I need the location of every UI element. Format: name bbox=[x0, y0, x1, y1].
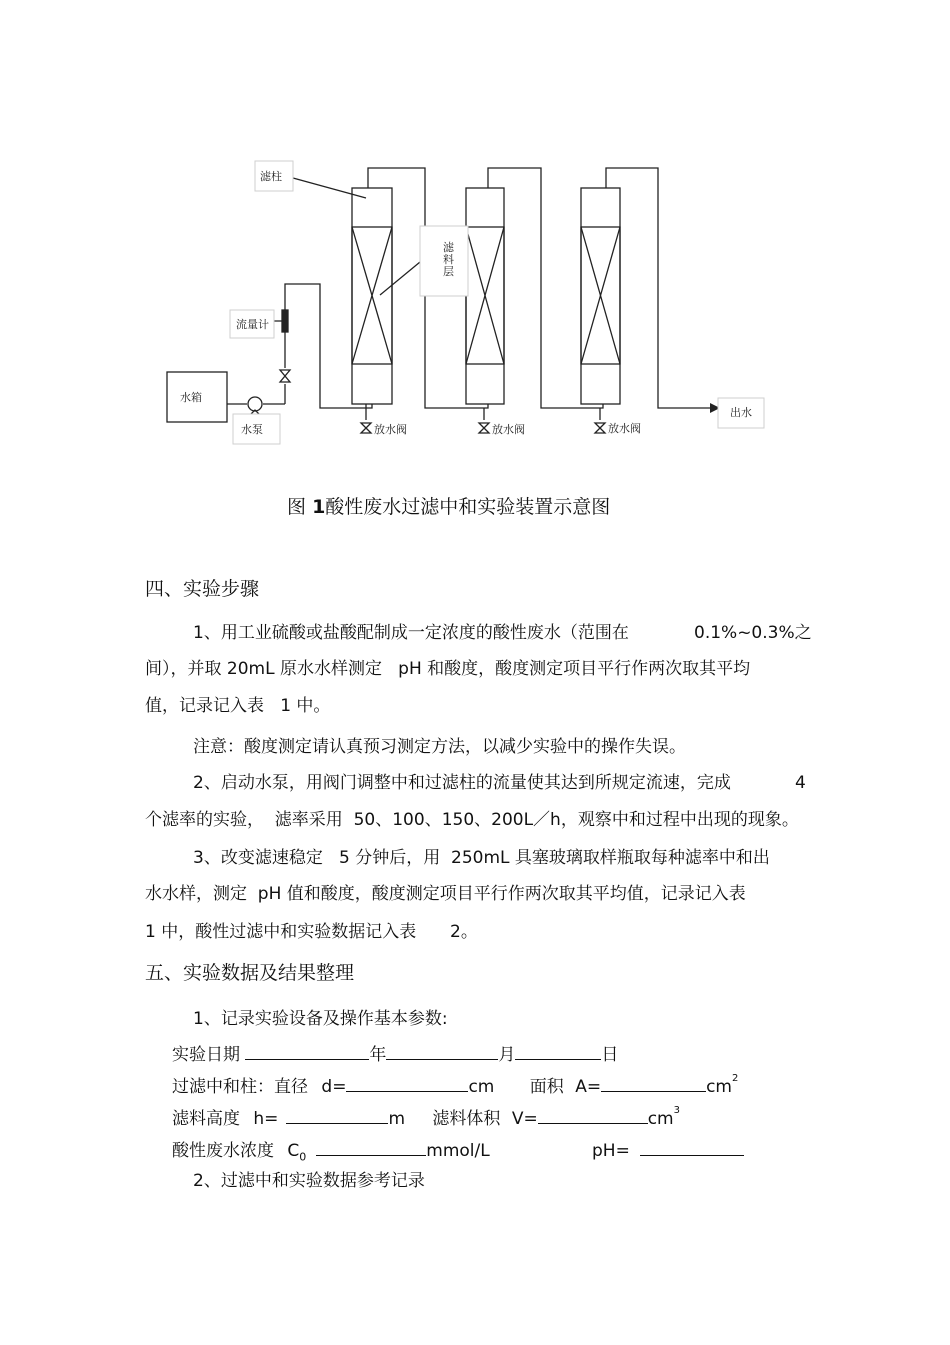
column-d-blank[interactable] bbox=[346, 1075, 468, 1092]
column-d: d= bbox=[321, 1077, 347, 1097]
media-height-label: 滤料高度 bbox=[172, 1109, 240, 1129]
column-label: 过滤中和柱：直径 bbox=[172, 1077, 308, 1097]
media-row bbox=[172, 1107, 680, 1129]
step3-line2: 水水样，测定 pH 值和酸度，酸度测定项目平行作两次取其平均值，记录记入表 bbox=[145, 884, 746, 904]
media-volume-label: 滤料体积 bbox=[432, 1109, 501, 1129]
media-v-exp: 3 bbox=[673, 1105, 680, 1116]
column-row bbox=[172, 1075, 738, 1097]
media-v-unit: cm bbox=[647, 1109, 674, 1129]
date-year: 年 bbox=[369, 1045, 387, 1065]
ph-blank[interactable] bbox=[640, 1139, 744, 1156]
date-label: 实验日期 bbox=[172, 1045, 240, 1065]
caption-prefix: 图 bbox=[287, 496, 307, 518]
step1-line1-tail: 0.1%~0.3%之 bbox=[694, 623, 812, 643]
step3-line1: 3、改变滤速稳定 5 分钟后，用 250mL 具塞玻璃取样瓶取每种滤率中和出 bbox=[193, 848, 770, 868]
item1: 1、记录实验设备及操作基本参数: bbox=[193, 1009, 448, 1029]
label-filter-layer-3: 层 bbox=[443, 265, 454, 278]
area-unit: cm bbox=[706, 1077, 732, 1097]
ph-field bbox=[592, 1139, 744, 1161]
step1-line3: 值，记录记入表 1 中。 bbox=[145, 696, 331, 716]
media-v: V= bbox=[511, 1109, 538, 1129]
step2-line2: 个滤率的实验， 滤率采用 50、100、150、200L／h，观察中和过程中出现的现象。 bbox=[145, 810, 799, 830]
note: 注意：酸度测定请认真预习测定方法，以减少实验中的操作失误。 bbox=[193, 737, 686, 757]
water-pump bbox=[248, 397, 262, 411]
date-day: 日 bbox=[601, 1045, 619, 1065]
conc-c: C bbox=[287, 1141, 300, 1161]
label-flowmeter: 流量计 bbox=[236, 318, 269, 331]
area-blank[interactable] bbox=[601, 1075, 706, 1092]
column-cm: cm bbox=[468, 1077, 495, 1097]
label-filter-layer-1: 滤 bbox=[443, 241, 454, 254]
label-outlet: 出水 bbox=[730, 406, 752, 419]
area-exp: 2 bbox=[731, 1073, 739, 1084]
media-v-blank[interactable] bbox=[538, 1107, 648, 1124]
area-a: A= bbox=[575, 1077, 602, 1097]
step1-line2: 间），并取 20mL 原水水样测定 pH 和酸度，酸度测定项目平行作两次取其平均 bbox=[145, 659, 751, 679]
media-m: m bbox=[388, 1109, 405, 1129]
label-drain-valve-1: 放水阀 bbox=[374, 423, 407, 436]
label-filter-column: 滤柱 bbox=[260, 170, 282, 183]
label-pump: 水泵 bbox=[241, 423, 263, 436]
step1-line1: 1、用工业硫酸或盐酸配制成一定浓度的酸性废水（范围在 bbox=[193, 623, 629, 643]
figure-caption bbox=[287, 496, 610, 518]
step3-line3-tail: 2。 bbox=[450, 922, 478, 942]
conc-c-sub: 0 bbox=[299, 1150, 307, 1164]
label-filter-layer-2: 料 bbox=[443, 253, 454, 266]
section-4-heading: 四、实验步骤 bbox=[145, 578, 260, 600]
conc-label: 酸性废水浓度 bbox=[172, 1141, 274, 1161]
caption-text: 酸性废水过滤中和实验装置示意图 bbox=[325, 496, 611, 518]
date-month: 月 bbox=[498, 1045, 516, 1065]
section-5-heading: 五、实验数据及结果整理 bbox=[145, 962, 355, 984]
ph-label: pH= bbox=[592, 1141, 630, 1161]
area-label: 面积 bbox=[529, 1077, 564, 1097]
date-blank-year[interactable] bbox=[245, 1043, 369, 1060]
conc-blank[interactable] bbox=[316, 1139, 426, 1156]
date-blank-day[interactable] bbox=[515, 1043, 601, 1060]
flowmeter bbox=[282, 310, 288, 332]
date-row bbox=[172, 1043, 618, 1065]
label-drain-valve-3: 放水阀 bbox=[608, 422, 641, 435]
conc-unit: mmol/L bbox=[426, 1141, 490, 1161]
label-drain-valve-2: 放水阀 bbox=[492, 423, 525, 436]
label-tank: 水箱 bbox=[180, 391, 202, 404]
step2-line1-tail: 4 bbox=[795, 773, 806, 793]
caption-number: 1 bbox=[312, 496, 326, 518]
step3-line3: 1 中，酸性过滤中和实验数据记入表 bbox=[145, 922, 417, 942]
media-h: h= bbox=[253, 1109, 279, 1129]
apparatus-diagram bbox=[0, 0, 950, 470]
step2-line1: 2、启动水泵，用阀门调整中和过滤柱的流量使其达到所规定流速，完成 bbox=[193, 773, 731, 793]
date-blank-month[interactable] bbox=[386, 1043, 498, 1060]
item2: 2、过滤中和实验数据参考记录 bbox=[193, 1171, 425, 1191]
conc-row bbox=[172, 1139, 490, 1167]
media-h-blank[interactable] bbox=[286, 1107, 388, 1124]
